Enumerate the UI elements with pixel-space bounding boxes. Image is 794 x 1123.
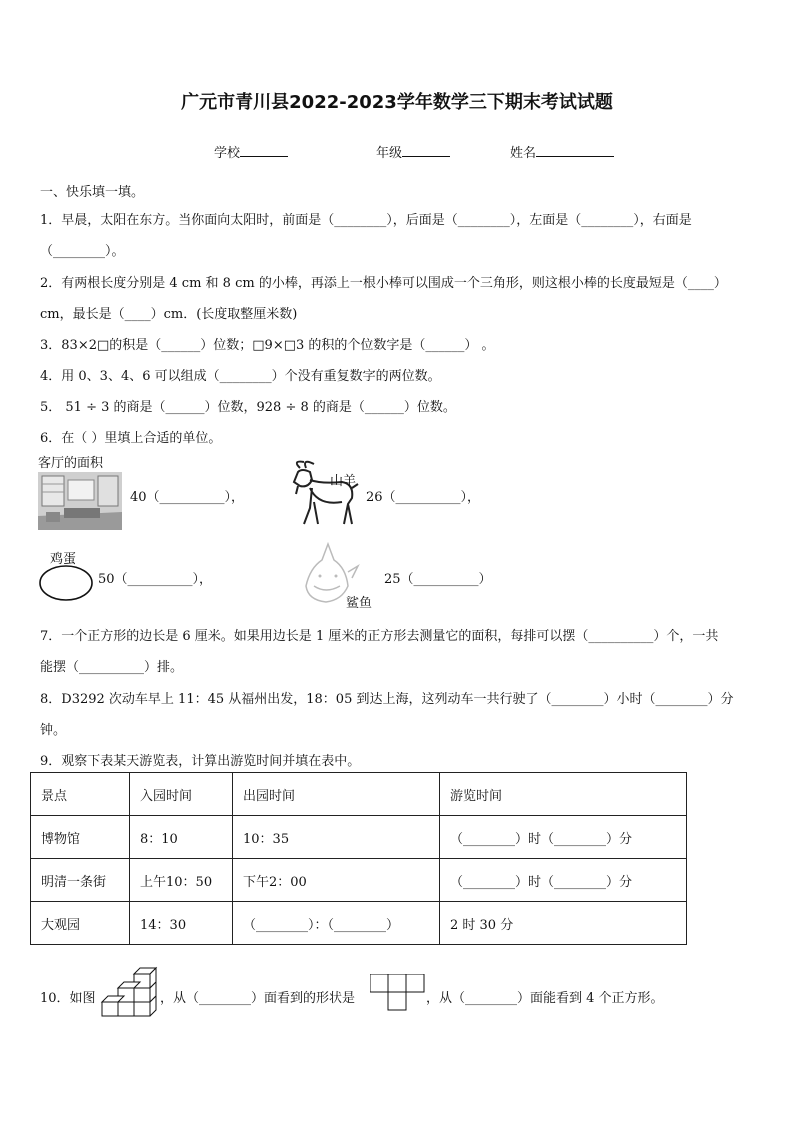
table-cell: 下午2：00	[233, 859, 440, 902]
question-7-line-1: 7．一个正方形的边长是 6 厘米。如果用边长是 1 厘米的正方形去测量它的面积，每排可以摆（__________）个，一共	[40, 629, 719, 644]
egg-label: 鸡蛋	[50, 552, 77, 567]
question-1-line-2: （________）。	[40, 244, 125, 259]
page-title: 广元市青川县2022-2023学年数学三下期末考试试题	[181, 92, 613, 113]
table-cell: 博物馆	[31, 816, 130, 859]
table-row	[31, 902, 687, 945]
table-cell: 明清一条街	[31, 859, 130, 902]
tour-table	[30, 772, 687, 945]
table-header: 游览时间	[440, 773, 687, 816]
name-label: 姓名	[510, 146, 537, 161]
name-blank[interactable]	[536, 144, 614, 157]
table-cell[interactable]: （________）：（________）	[233, 902, 440, 945]
table-row	[31, 816, 687, 859]
shark-answer: 25（__________）	[384, 572, 492, 587]
table-cell: 10：35	[233, 816, 440, 859]
question-5: 5． 51 ÷ 3 的商是（______）位数，928 ÷ 8 的商是（______）位数。	[40, 400, 456, 415]
question-3: 3．83×2□的积是（______）位数；□9×□3 的积的个位数字是（______） 。	[40, 338, 495, 353]
section-heading: 一、快乐填一填。	[40, 185, 145, 200]
shark-label: 鲨鱼	[346, 596, 373, 611]
grade-label: 年级	[376, 146, 403, 161]
goat-answer: 26（__________），	[366, 490, 481, 505]
living-room-label: 客厅的面积	[38, 456, 104, 471]
name-field	[510, 142, 614, 161]
question-10-mid: ，从（________）面看到的形状是	[160, 991, 356, 1006]
table-header: 出园时间	[233, 773, 440, 816]
table-cell: 大观园	[31, 902, 130, 945]
question-10-suffix: ，从（________）面能看到 4 个正方形。	[426, 991, 664, 1006]
table-header: 景点	[31, 773, 130, 816]
school-blank[interactable]	[240, 144, 288, 157]
question-2-line-1: 2．有两根长度分别是 4 cm 和 8 cm 的小棒，再添上一根小棒可以围成一个三角形，则这根小棒的长度最短是（____）	[40, 276, 727, 291]
grade-blank[interactable]	[402, 144, 450, 157]
question-10-prefix: 10．如图	[40, 991, 96, 1006]
cube-stack-image	[94, 966, 160, 1022]
question-7-line-2: 能摆（__________）排。	[40, 660, 184, 675]
question-8-line-2: 钟。	[40, 723, 67, 738]
goat-label: 山羊	[330, 474, 357, 489]
table-cell[interactable]: （________）时（________）分	[440, 859, 687, 902]
table-header: 入园时间	[130, 773, 233, 816]
living-room-image	[38, 472, 122, 530]
table-cell: 8：10	[130, 816, 233, 859]
egg-image	[38, 564, 94, 602]
table-cell: 上午10：50	[130, 859, 233, 902]
question-1-line-1: 1．早晨，太阳在东方。当你面向太阳时，前面是（________），后面是（________），左面是（________），右面是	[40, 213, 692, 228]
school-field	[214, 142, 288, 161]
table-cell: 14：30	[130, 902, 233, 945]
school-label: 学校	[214, 146, 241, 161]
egg-answer: 50（__________），	[98, 572, 213, 587]
living-room-answer: 40（__________），	[130, 490, 245, 505]
table-cell: 2 时 30 分	[440, 902, 687, 945]
question-4: 4．用 0、3、4、6 可以组成（________）个没有重复数字的两位数。	[40, 369, 441, 384]
table-header-row	[31, 773, 687, 816]
table-row	[31, 859, 687, 902]
question-9: 9．观察下表某天游览表，计算出游览时间并填在表中。	[40, 754, 361, 769]
grade-field	[376, 142, 450, 161]
table-cell[interactable]: （________）时（________）分	[440, 816, 687, 859]
question-6: 6．在（ ）里填上合适的单位。	[40, 431, 222, 446]
question-8-line-1: 8．D3292 次动车早上 11：45 从福州出发，18：05 到达上海，这列动车一共行驶了（________）小时（________）分	[40, 692, 734, 707]
front-view-shape	[370, 974, 426, 1014]
question-2-line-2: cm，最长是（____）cm．(长度取整厘米数)	[40, 307, 298, 322]
